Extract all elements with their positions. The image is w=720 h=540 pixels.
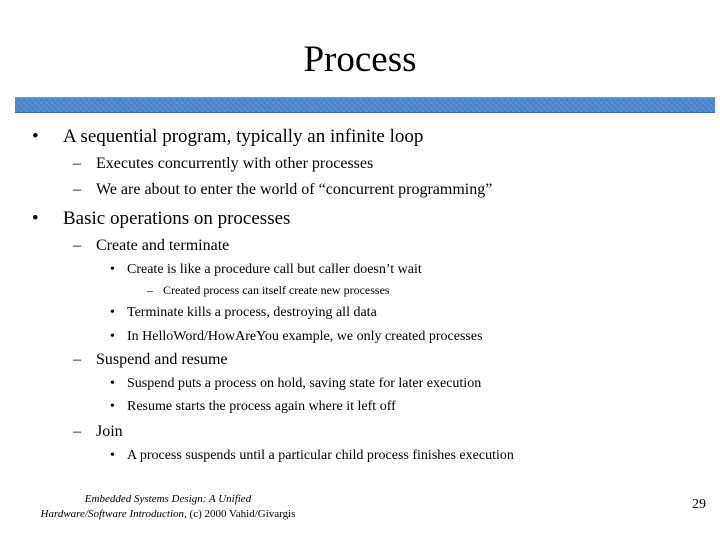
bullet-create-procedure-call: Create is like a procedure call but caller doesn’t wait [127, 262, 422, 277]
dash-marker: – [147, 283, 153, 297]
footer-book-title-line1: Embedded Systems Design: A Unified [84, 493, 252, 505]
page-number: 29 [692, 497, 706, 512]
bullet-suspend-puts: Suspend puts a process on hold, saving state for later execution [127, 376, 482, 391]
bullet-resume-starts: Resume starts the process again where it left off [127, 399, 396, 414]
bullet-executes-concurrently: Executes concurrently with other processes [96, 155, 374, 172]
bullet-created-process: Created process can itself create new processes [163, 283, 390, 297]
bullet-marker: • [110, 305, 115, 320]
dash-marker: – [73, 155, 81, 172]
bullet-marker: • [32, 126, 39, 147]
title-divider-bar [15, 97, 715, 113]
slide-title: Process [303, 39, 417, 80]
bullet-create-terminate: Create and terminate [96, 237, 230, 254]
dash-marker: – [73, 181, 81, 198]
footer-copyright: (c) 2000 Vahid/Givargis [186, 508, 296, 520]
bullet-sequential-program: A sequential program, typically an infinite loop [63, 126, 424, 147]
bullet-basic-operations: Basic operations on processes [63, 208, 291, 229]
bullet-suspend-resume: Suspend and resume [96, 351, 228, 368]
bullet-marker: • [110, 399, 115, 414]
bullet-marker: • [110, 376, 115, 391]
footer-citation [18, 492, 318, 522]
bullet-terminate-kills: Terminate kills a process, destroying all data [127, 305, 377, 320]
bullet-join: Join [96, 423, 123, 440]
bullet-marker: • [110, 329, 115, 344]
dash-marker: – [73, 237, 81, 254]
bullet-marker: • [110, 448, 115, 463]
dash-marker: – [73, 423, 81, 440]
bullet-helloword-example: In HelloWord/HowAreYou example, we only created processes [127, 329, 483, 344]
bullet-process-suspends: A process suspends until a particular child process finishes execution [127, 448, 514, 463]
bullet-marker: • [110, 262, 115, 277]
dash-marker: – [73, 351, 81, 368]
bullet-marker: • [32, 208, 39, 229]
bullet-concurrent-programming: We are about to enter the world of “concurrent programming” [96, 181, 493, 198]
footer-book-title-line2: Hardware/Software Introduction, [40, 508, 187, 520]
